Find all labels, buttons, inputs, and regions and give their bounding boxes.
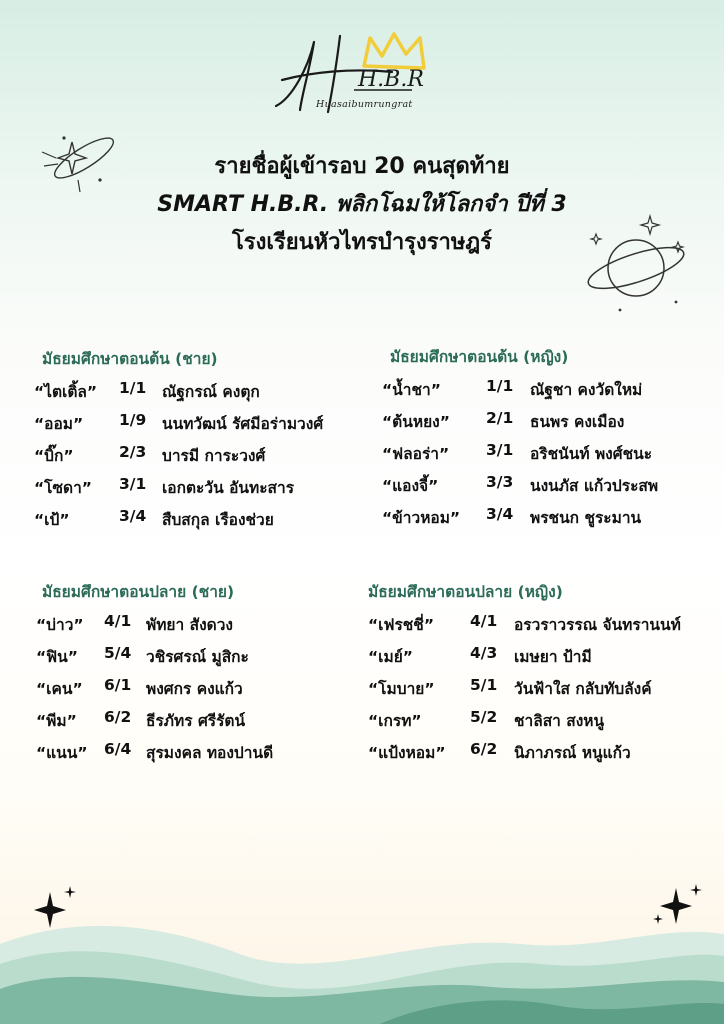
logo-initials: H.B.R bbox=[358, 67, 424, 92]
full-name: พัทยา สังดวง bbox=[146, 616, 233, 634]
list-item bbox=[34, 375, 260, 407]
list-item bbox=[368, 704, 605, 736]
class-label: 3/4 bbox=[119, 507, 147, 525]
class-label: 3/1 bbox=[119, 475, 147, 493]
list-item bbox=[382, 373, 643, 405]
class-label: 6/4 bbox=[104, 740, 132, 758]
nickname: “ฟลอร่า” bbox=[382, 445, 450, 463]
full-name: วันฟ้าใส กลับทับลังค์ bbox=[514, 680, 652, 698]
nickname: “เกรท” bbox=[368, 712, 422, 730]
nickname: “แนน” bbox=[36, 744, 88, 762]
class-label: 1/1 bbox=[486, 377, 514, 395]
full-name: ณัฐชา คงวัดใหม่ bbox=[530, 381, 643, 399]
nickname: “แป้งหอม” bbox=[368, 744, 446, 762]
class-label: 3/1 bbox=[486, 441, 514, 459]
nickname: “ข้าวหอม” bbox=[382, 509, 461, 527]
list-item bbox=[382, 469, 659, 501]
nickname: “พีม” bbox=[36, 712, 77, 730]
list-item bbox=[36, 640, 249, 672]
title-line-1: รายชื่อผู้เข้ารอบ 20 คนสุดท้าย bbox=[214, 154, 510, 179]
school-logo bbox=[262, 28, 462, 124]
full-name: พงศกร คงแก้ว bbox=[146, 680, 243, 698]
class-label: 5/4 bbox=[104, 644, 132, 662]
list-item bbox=[34, 471, 295, 503]
logo-tagline: Huasaibumrungrat bbox=[316, 99, 413, 110]
full-name: อรวราวรรณ จันทรานนท์ bbox=[514, 616, 681, 634]
list-item bbox=[368, 672, 652, 704]
class-label: 4/1 bbox=[104, 612, 132, 630]
class-label: 5/1 bbox=[470, 676, 498, 694]
full-name: เมษยา ป้ามี bbox=[514, 648, 592, 666]
class-label: 2/3 bbox=[119, 443, 147, 461]
section-senior-high-girls bbox=[368, 579, 681, 768]
class-label: 1/9 bbox=[119, 411, 147, 429]
section-title: มัธยมศึกษาตอนปลาย (ชาย) bbox=[42, 583, 235, 601]
nickname: “โมบาย” bbox=[368, 680, 435, 698]
class-label: 1/1 bbox=[119, 379, 147, 397]
list-item bbox=[382, 405, 625, 437]
full-name: ธีรภัทร ศรีรัตน์ bbox=[146, 712, 246, 730]
nickname: “ไตเติ้ล” bbox=[34, 383, 98, 401]
nickname: “น้ำชา” bbox=[382, 381, 441, 399]
class-label: 3/3 bbox=[486, 473, 514, 491]
section-junior-high-girls bbox=[382, 344, 659, 533]
list-item bbox=[36, 672, 243, 704]
full-name: พรชนก ชูระมาน bbox=[530, 509, 642, 527]
section-senior-high-boys bbox=[36, 579, 274, 768]
nickname: “ออม” bbox=[34, 415, 84, 433]
list-item bbox=[368, 608, 681, 640]
nickname: “เป้” bbox=[34, 511, 70, 529]
list-item bbox=[36, 608, 234, 640]
list-item bbox=[368, 736, 631, 768]
section-title: มัธยมศึกษาตอนปลาย (หญิง) bbox=[368, 583, 563, 601]
full-name: นิภาภรณ์ หนูแก้ว bbox=[514, 744, 631, 762]
class-label: 3/4 bbox=[486, 505, 514, 523]
section-junior-high-boys bbox=[34, 346, 324, 535]
nickname: “แองจี้” bbox=[382, 477, 439, 495]
list-item bbox=[382, 501, 642, 533]
full-name: นงนภัส แก้วประสพ bbox=[530, 477, 659, 495]
full-name: สืบสกุล เรืองช่วย bbox=[162, 511, 274, 529]
full-name: วชิรศรณ์ มูสิกะ bbox=[146, 648, 249, 666]
class-label: 6/2 bbox=[470, 740, 498, 758]
nickname: “เฟรชชี่” bbox=[368, 616, 435, 634]
section-title: มัธยมศึกษาตอนต้น (หญิง) bbox=[390, 348, 569, 366]
crown-icon bbox=[364, 34, 424, 68]
class-label: 2/1 bbox=[486, 409, 514, 427]
document-title bbox=[0, 148, 724, 262]
full-name: เอกตะวัน อันทะสาร bbox=[162, 479, 295, 497]
full-name: นนทวัฒน์ รัศมีอร่ามวงศ์ bbox=[162, 415, 324, 433]
full-name: ณัฐกรณ์ คงตุก bbox=[162, 383, 260, 401]
title-line-2: SMART H.B.R. พลิกโฉมให้โลกจำ ปีที่ 3 bbox=[157, 192, 567, 217]
class-label: 5/2 bbox=[470, 708, 498, 726]
nickname: “บิ๊ก” bbox=[34, 447, 74, 465]
list-item bbox=[34, 503, 274, 535]
list-item bbox=[368, 640, 592, 672]
nickname: “ต้นหยง” bbox=[382, 413, 450, 431]
list-item bbox=[34, 407, 324, 439]
class-label: 6/1 bbox=[104, 676, 132, 694]
full-name: บารมี การะวงศ์ bbox=[162, 447, 266, 465]
title-line-3: โรงเรียนหัวไทรบำรุงราษฎร์ bbox=[231, 230, 492, 255]
list-item bbox=[36, 736, 274, 768]
full-name: ธนพร คงเมือง bbox=[530, 413, 625, 431]
list-item bbox=[34, 439, 266, 471]
full-name: อริชนันท์ พงศ์ชนะ bbox=[530, 445, 653, 463]
nickname: “บ่าว” bbox=[36, 616, 84, 634]
decorative-waves bbox=[0, 894, 724, 1024]
class-label: 4/1 bbox=[470, 612, 498, 630]
full-name: สุรมงคล ทองปานดี bbox=[146, 744, 274, 762]
nickname: “เคน” bbox=[36, 680, 83, 698]
nickname: “โซดา” bbox=[34, 479, 92, 497]
nickname: “เมย์” bbox=[368, 648, 413, 666]
class-label: 4/3 bbox=[470, 644, 498, 662]
section-title: มัธยมศึกษาตอนต้น (ชาย) bbox=[42, 350, 218, 368]
list-item bbox=[36, 704, 246, 736]
list-item bbox=[382, 437, 653, 469]
nickname: “ฟิน” bbox=[36, 648, 78, 666]
class-label: 6/2 bbox=[104, 708, 132, 726]
full-name: ชาลิสา สงหนู bbox=[514, 712, 605, 730]
